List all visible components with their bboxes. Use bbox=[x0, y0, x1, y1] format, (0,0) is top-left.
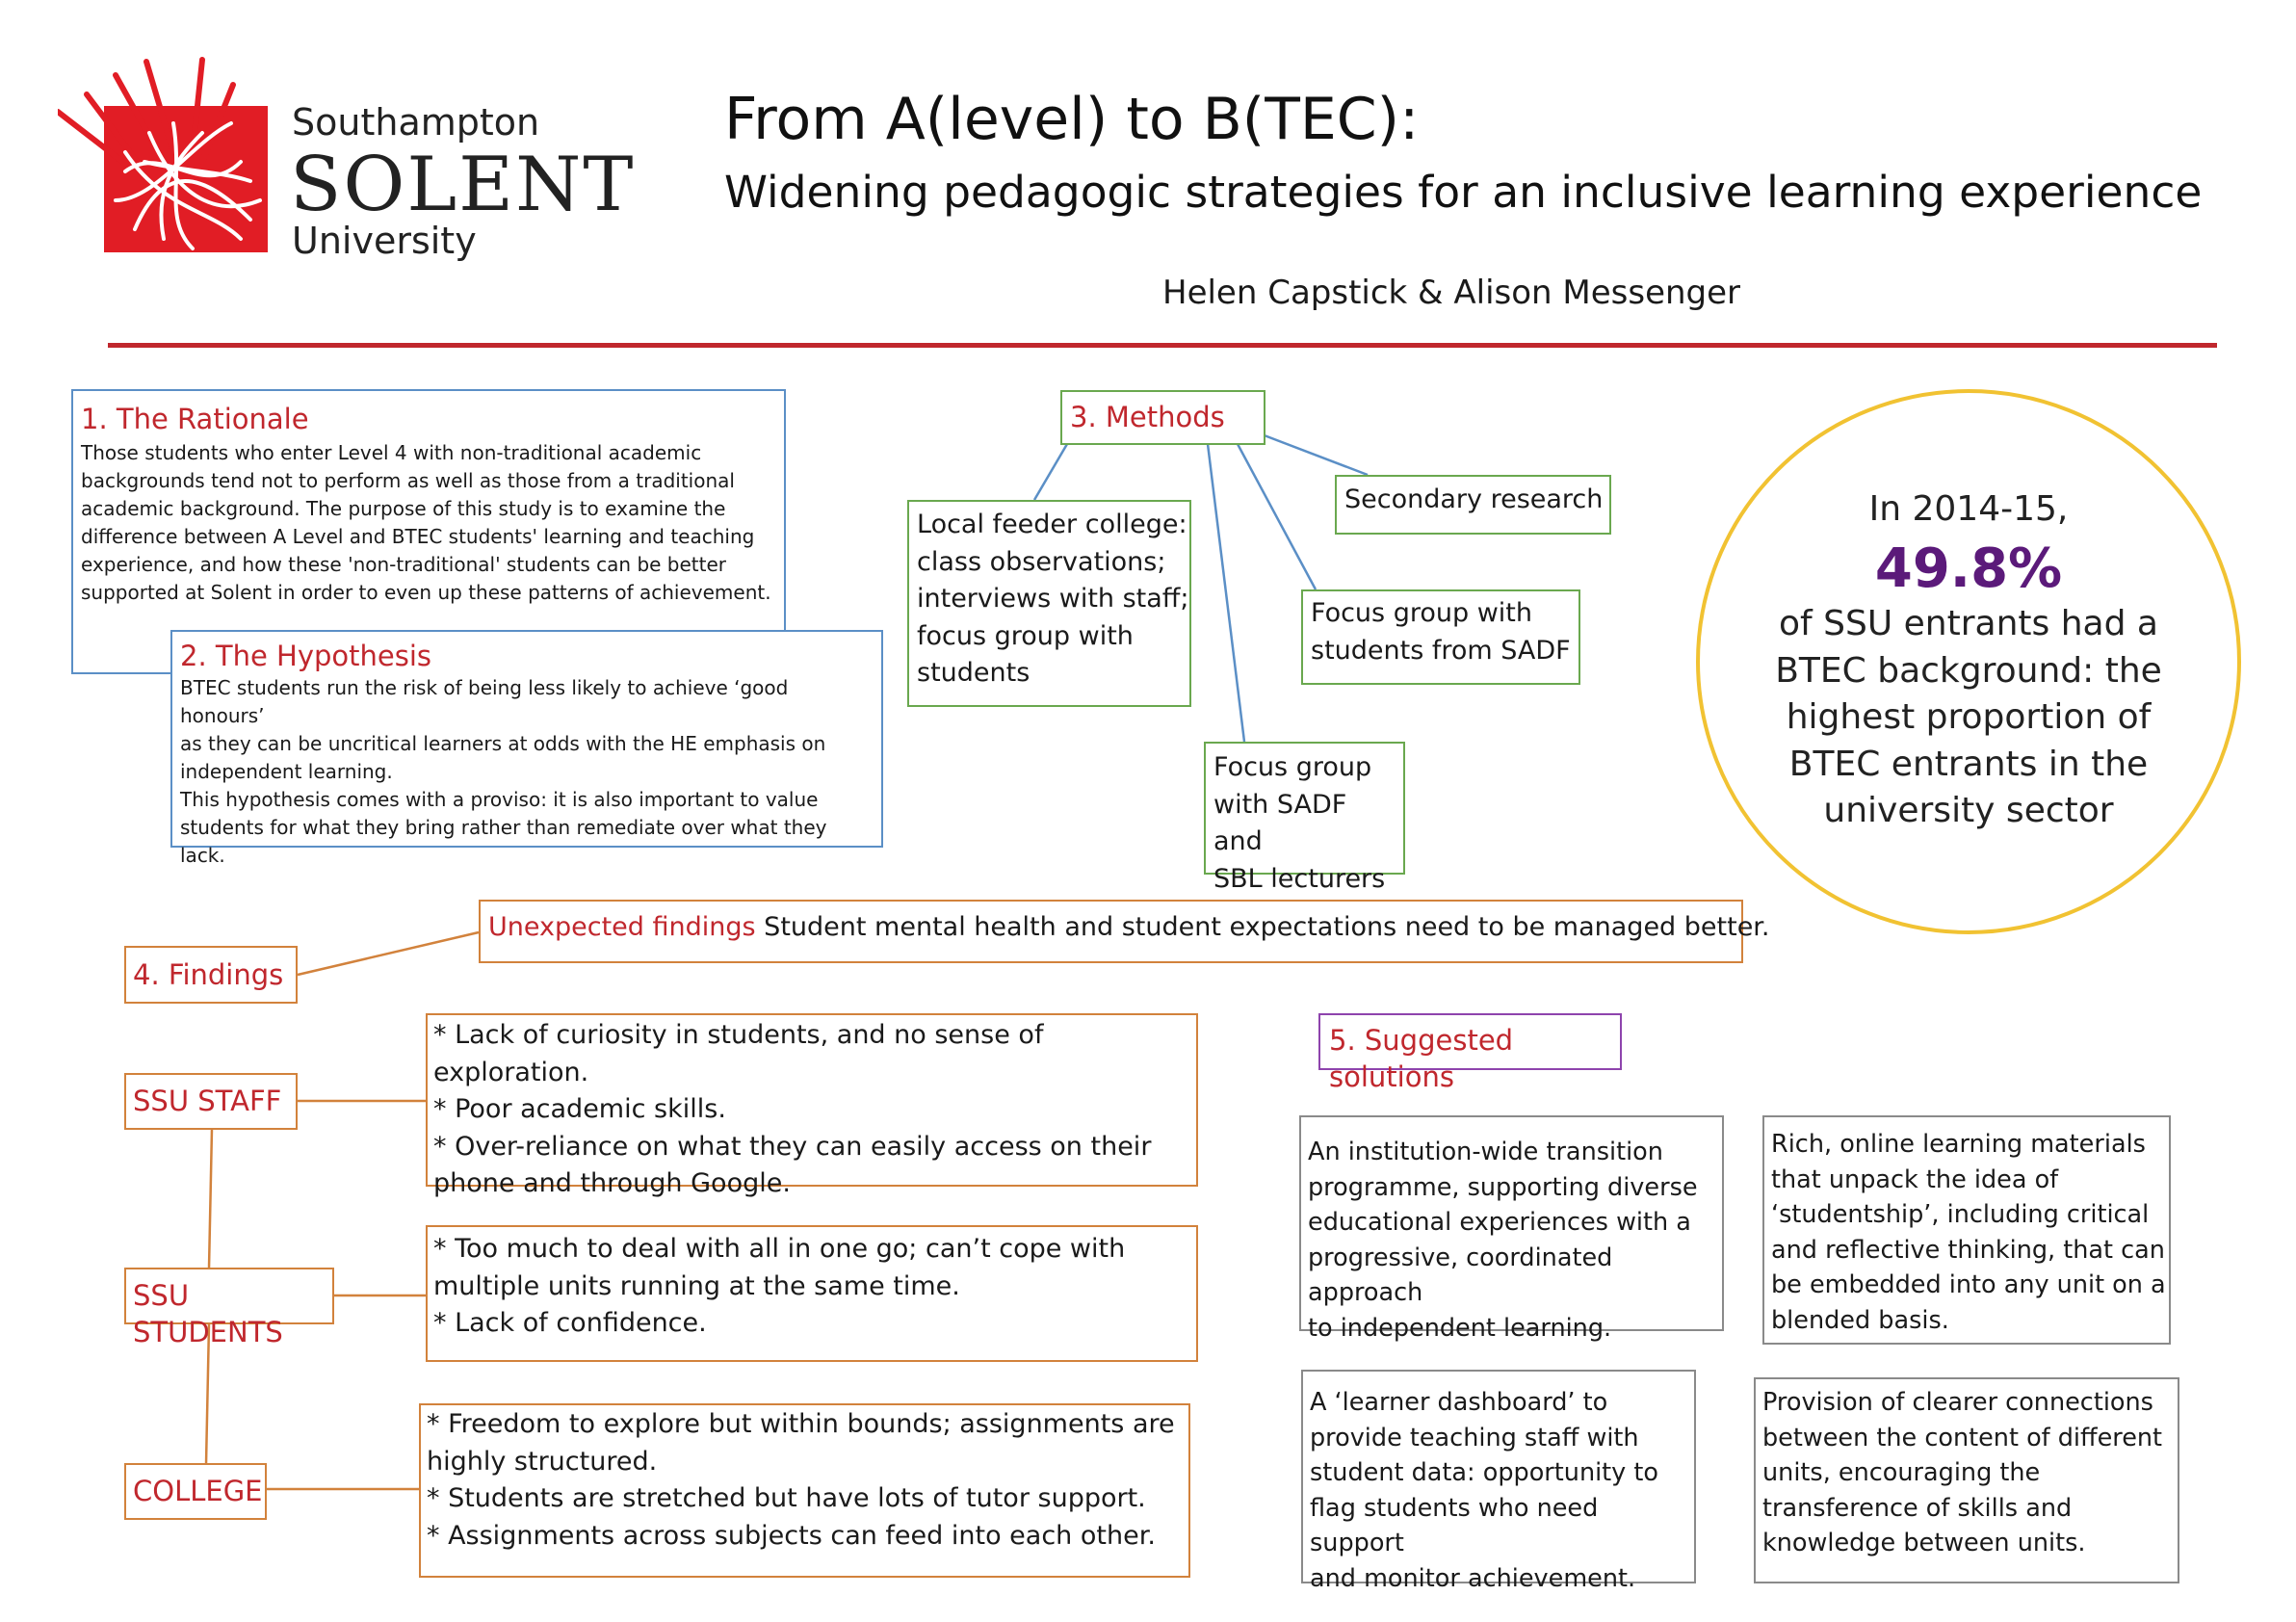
logo-text-university: University bbox=[292, 220, 477, 262]
rationale-line: backgrounds tend not to perform as well as those from a traditional bbox=[81, 469, 735, 492]
findings-heading: 4. Findings bbox=[124, 946, 298, 1004]
rationale-text bbox=[81, 439, 774, 607]
solution-line: provide teaching staff with bbox=[1310, 1423, 1639, 1452]
method-line: focus group with bbox=[917, 620, 1134, 651]
method-line: Local feeder college: bbox=[917, 510, 1187, 539]
stat-line: BTEC background: the bbox=[1775, 650, 2162, 691]
connector-findings-unexpected bbox=[298, 932, 479, 975]
ssu-students-findings bbox=[426, 1225, 1198, 1362]
solution-line: ‘studentship’, including critical bbox=[1771, 1200, 2150, 1229]
hypothesis-line: as they can be uncritical learners at odds with the HE emphasis on bbox=[180, 732, 826, 755]
hypothesis-heading: 2. The Hypothesis bbox=[180, 640, 432, 672]
staff-finding-line: phone and through Google. bbox=[433, 1168, 791, 1198]
method-line: Focus group with bbox=[1311, 598, 1532, 628]
college-finding-line: * Assignments across subjects can feed into each other. bbox=[427, 1520, 1156, 1551]
student-finding-line: * Lack of confidence. bbox=[433, 1308, 707, 1338]
solution-line: An institution-wide transition bbox=[1308, 1138, 1663, 1166]
method-line: with SADF and bbox=[1213, 789, 1347, 856]
connector-methods-secondary bbox=[1262, 434, 1368, 475]
rationale-line: supported at Solent in order to even up these patterns of achievement. bbox=[81, 581, 771, 604]
solution-line: A ‘learner dashboard’ to bbox=[1310, 1388, 1608, 1417]
method-secondary-research: Secondary research bbox=[1335, 475, 1611, 535]
connector-methods-lecturers bbox=[1208, 444, 1244, 742]
solution-line: knowledge between units. bbox=[1762, 1529, 2086, 1557]
rationale-heading: 1. The Rationale bbox=[81, 403, 309, 435]
method-line: interviews with staff; bbox=[917, 584, 1189, 614]
method-focus-lecturers bbox=[1204, 742, 1405, 894]
method-line: Focus group bbox=[1213, 752, 1372, 782]
methods-heading: 3. Methods bbox=[1060, 390, 1265, 445]
unexpected-findings-box bbox=[479, 900, 1770, 963]
college-finding-line: highly structured. bbox=[427, 1446, 658, 1477]
solution-line: programme, supporting diverse bbox=[1308, 1172, 1698, 1202]
logo-text-solent: SOLENT bbox=[290, 142, 636, 228]
solution-line: blended basis. bbox=[1771, 1305, 1949, 1335]
student-finding-line: * Too much to deal with all in one go; can’t cope with bbox=[433, 1234, 1126, 1264]
solution-transition-programme bbox=[1299, 1115, 1724, 1343]
hypothesis-line: independent learning. bbox=[180, 760, 393, 783]
solution-line: and monitor achievement. bbox=[1310, 1563, 1636, 1593]
solution-online-materials bbox=[1762, 1115, 2171, 1345]
solution-line: that unpack the idea of bbox=[1771, 1164, 2059, 1194]
college-label: COLLEGE bbox=[124, 1463, 267, 1520]
hypothesis-line: students for what they bring rather than remediate over what they lack. bbox=[180, 816, 827, 867]
hypothesis-line: This hypothesis comes with a proviso: it is also important to value bbox=[180, 788, 819, 811]
ssu-staff-findings bbox=[426, 1013, 1198, 1198]
solution-line: educational experiences with a bbox=[1308, 1208, 1691, 1237]
solution-line: be embedded into any unit on a bbox=[1771, 1270, 2166, 1299]
hypothesis-box bbox=[170, 630, 883, 867]
solutions-heading: 5. Suggested solutions bbox=[1318, 1013, 1622, 1070]
solution-line: Provision of clearer connections bbox=[1762, 1388, 2153, 1417]
rationale-line: experience, and how these 'non-traditional' students can be better bbox=[81, 553, 727, 576]
rationale-line: academic background. The purpose of this study is to examine the bbox=[81, 497, 726, 520]
college-findings bbox=[419, 1403, 1190, 1578]
hypothesis-line: BTEC students run the risk of being less likely to achieve ‘good honours’ bbox=[180, 676, 789, 727]
unexpected-findings-text: Student mental health and student expectations need to be managed better. bbox=[755, 912, 1770, 942]
stat-intro: In 2014-15, bbox=[1868, 489, 2069, 529]
solution-line: student data: opportunity to bbox=[1310, 1458, 1658, 1487]
college-finding-line: * Freedom to explore but within bounds; assignments are bbox=[427, 1409, 1175, 1439]
solution-line: and reflective thinking, that can bbox=[1771, 1235, 2165, 1265]
solution-line: progressive, coordinated approach bbox=[1308, 1243, 1613, 1307]
unexpected-findings-label: Unexpected findings bbox=[488, 912, 756, 942]
college-finding-line: * Students are stretched but have lots of tutor support. bbox=[427, 1483, 1146, 1513]
solution-learner-dashboard bbox=[1301, 1370, 1696, 1593]
stat-line: BTEC entrants in the bbox=[1788, 744, 2149, 784]
solution-line: flag students who need support bbox=[1310, 1493, 1599, 1557]
ssu-students-label: SSU STUDENTS bbox=[124, 1268, 334, 1324]
method-line: SBL lecturers bbox=[1213, 863, 1386, 894]
rationale-line: difference between A Level and BTEC students' learning and teaching bbox=[81, 525, 755, 548]
solution-line: to independent learning. bbox=[1308, 1313, 1612, 1343]
authors: Helen Capstick & Alison Messenger bbox=[1162, 274, 1741, 312]
stat-line: of SSU entrants had a bbox=[1779, 604, 2158, 643]
solution-clearer-connections bbox=[1754, 1377, 2179, 1583]
stat-text bbox=[1714, 601, 2223, 835]
poster-title: From A(level) to B(TEC): bbox=[724, 86, 1420, 153]
poster-subtitle: Widening pedagogic strategies for an inclusive learning experience bbox=[724, 167, 2203, 218]
method-focus-sadf bbox=[1301, 589, 1580, 685]
connector-methods-feeder bbox=[1034, 444, 1067, 500]
student-finding-line: multiple units running at the same time. bbox=[433, 1270, 960, 1301]
method-line: students from SADF bbox=[1311, 635, 1571, 666]
hypothesis-text bbox=[180, 674, 872, 870]
stat-line: highest proportion of bbox=[1786, 697, 2152, 737]
logo-text-southampton: Southampton bbox=[292, 101, 540, 144]
rationale-line: Those students who enter Level 4 with non-traditional academic bbox=[81, 441, 702, 464]
stat-value: 49.8% bbox=[1874, 537, 2063, 600]
method-feeder-college bbox=[907, 500, 1191, 707]
staff-finding-line: * Lack of curiosity in students, and no sense of exploration. bbox=[433, 1020, 1044, 1087]
ssu-staff-label: SSU STAFF bbox=[124, 1073, 298, 1130]
solution-line: between the content of different bbox=[1762, 1423, 2163, 1452]
staff-finding-line: * Over-reliance on what they can easily access on their bbox=[433, 1131, 1152, 1162]
solution-line: Rich, online learning materials bbox=[1771, 1130, 2146, 1159]
solution-line: transference of skills and bbox=[1762, 1493, 2073, 1523]
solution-line: units, encouraging the bbox=[1762, 1458, 2041, 1487]
method-line: students bbox=[917, 658, 1031, 688]
method-line: class observations; bbox=[917, 546, 1166, 577]
connector-staff-students bbox=[209, 1129, 212, 1269]
stat-line: university sector bbox=[1823, 791, 2114, 830]
connector-methods-sadf bbox=[1238, 444, 1316, 589]
staff-finding-line: * Poor academic skills. bbox=[433, 1094, 726, 1124]
